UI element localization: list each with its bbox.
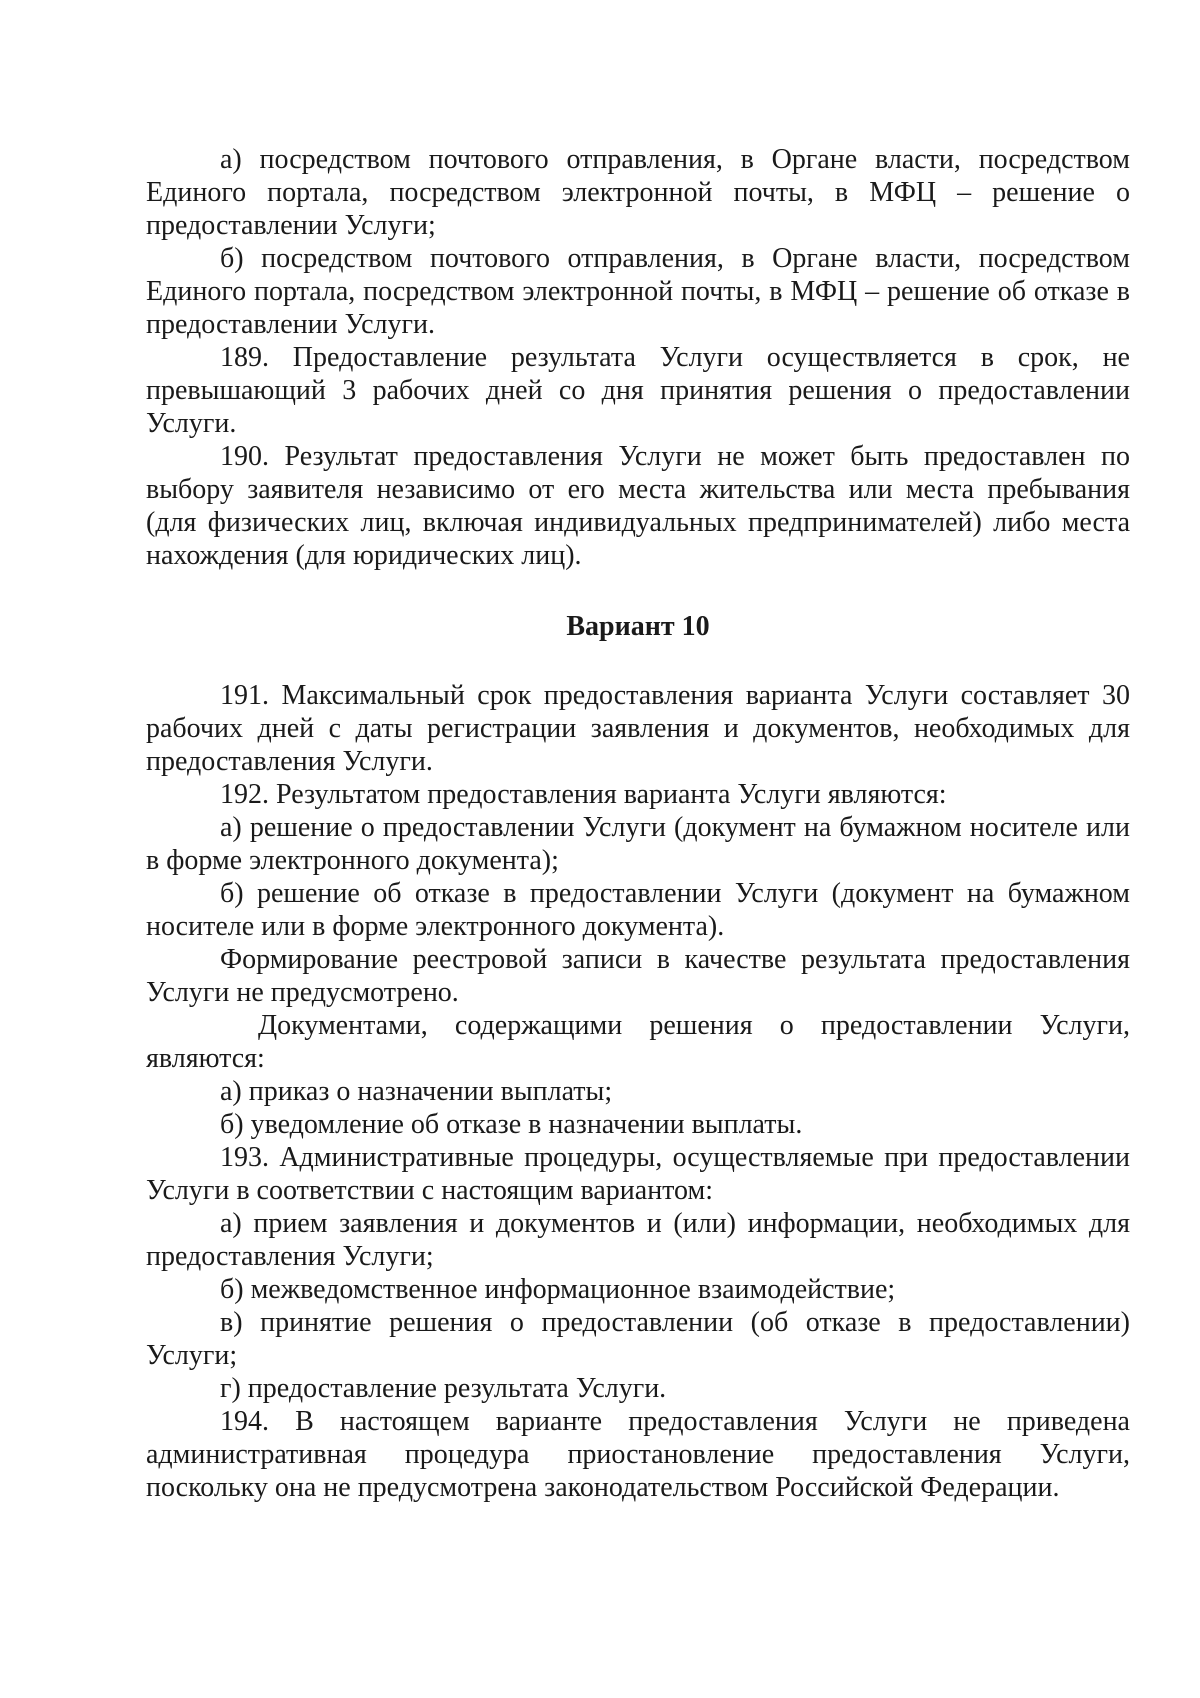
- paragraph-193: 193. Административные процедуры, осуществляемые при предоставлении Услуги в соответствии с настоящим вариантом:: [146, 1142, 1130, 1206]
- paragraph-192-b: б) решение об отказе в предоставлении Услуги (документ на бумажном носителе или в форме электронного документа).: [146, 878, 1130, 942]
- paragraph-delivery-b: б) посредством почтового отправления, в Органе власти, посредством Единого портала, посредством электронной почты, в МФЦ – решение об отказе в предоставлении Услуги.: [146, 243, 1130, 340]
- paragraph-193-c: в) принятие решения о предоставлении (об отказе в предоставлении) Услуги;: [146, 1307, 1130, 1371]
- paragraph-189: 189. Предоставление результата Услуги осуществляется в срок, не превышающий 3 рабочих дней со дня принятия решения о предоставлении Услуги.: [146, 342, 1130, 439]
- paragraph-192-a: а) решение о предоставлении Услуги (документ на бумажном носителе или в форме электронного документа);: [146, 812, 1130, 876]
- paragraph-documents-b: б) уведомление об отказе в назначении выплаты.: [220, 1109, 803, 1140]
- paragraph-delivery-a: а) посредством почтового отправления, в Органе власти, посредством Единого портала, посредством электронной почты, в МФЦ – решение о предоставлении Услуги;: [146, 144, 1130, 241]
- section-heading: Вариант 10: [566, 611, 710, 642]
- paragraph-registry-record: Формирование реестровой записи в качестве результата предоставления Услуги не предусмотрено.: [146, 944, 1130, 1008]
- paragraph-190: 190. Результат предоставления Услуги не может быть предоставлен по выбору заявителя независимо от его места жительства или места пребывания (для физических лиц, включая индивидуальных предпринимателей) либо места нахождения (для юридических лиц).: [146, 441, 1130, 571]
- paragraph-decision-documents: Документами, содержащими решения о предоставлении Услуги, являются:: [146, 1010, 1130, 1074]
- paragraph-193-d: г) предоставление результата Услуги.: [220, 1373, 667, 1404]
- paragraph-documents-a: а) приказ о назначении выплаты;: [220, 1076, 613, 1107]
- paragraph-192: 192. Результатом предоставления варианта Услуги являются:: [220, 779, 947, 810]
- document-page: [146, 143, 1130, 1504]
- paragraph-191: 191. Максимальный срок предоставления варианта Услуги составляет 30 рабочих дней с даты регистрации заявления и документов, необходимых для предоставления Услуги.: [146, 680, 1130, 777]
- paragraph-193-a: а) прием заявления и документов и (или) информации, необходимых для предоставления Услуги;: [146, 1208, 1130, 1272]
- paragraph-193-b: б) межведомственное информационное взаимодействие;: [220, 1274, 896, 1305]
- paragraph-194: 194. В настоящем варианте предоставления Услуги не приведена административная процедура приостановление предоставления Услуги, поскольку она не предусмотрена законодательством Российской Федерации.: [146, 1406, 1130, 1503]
